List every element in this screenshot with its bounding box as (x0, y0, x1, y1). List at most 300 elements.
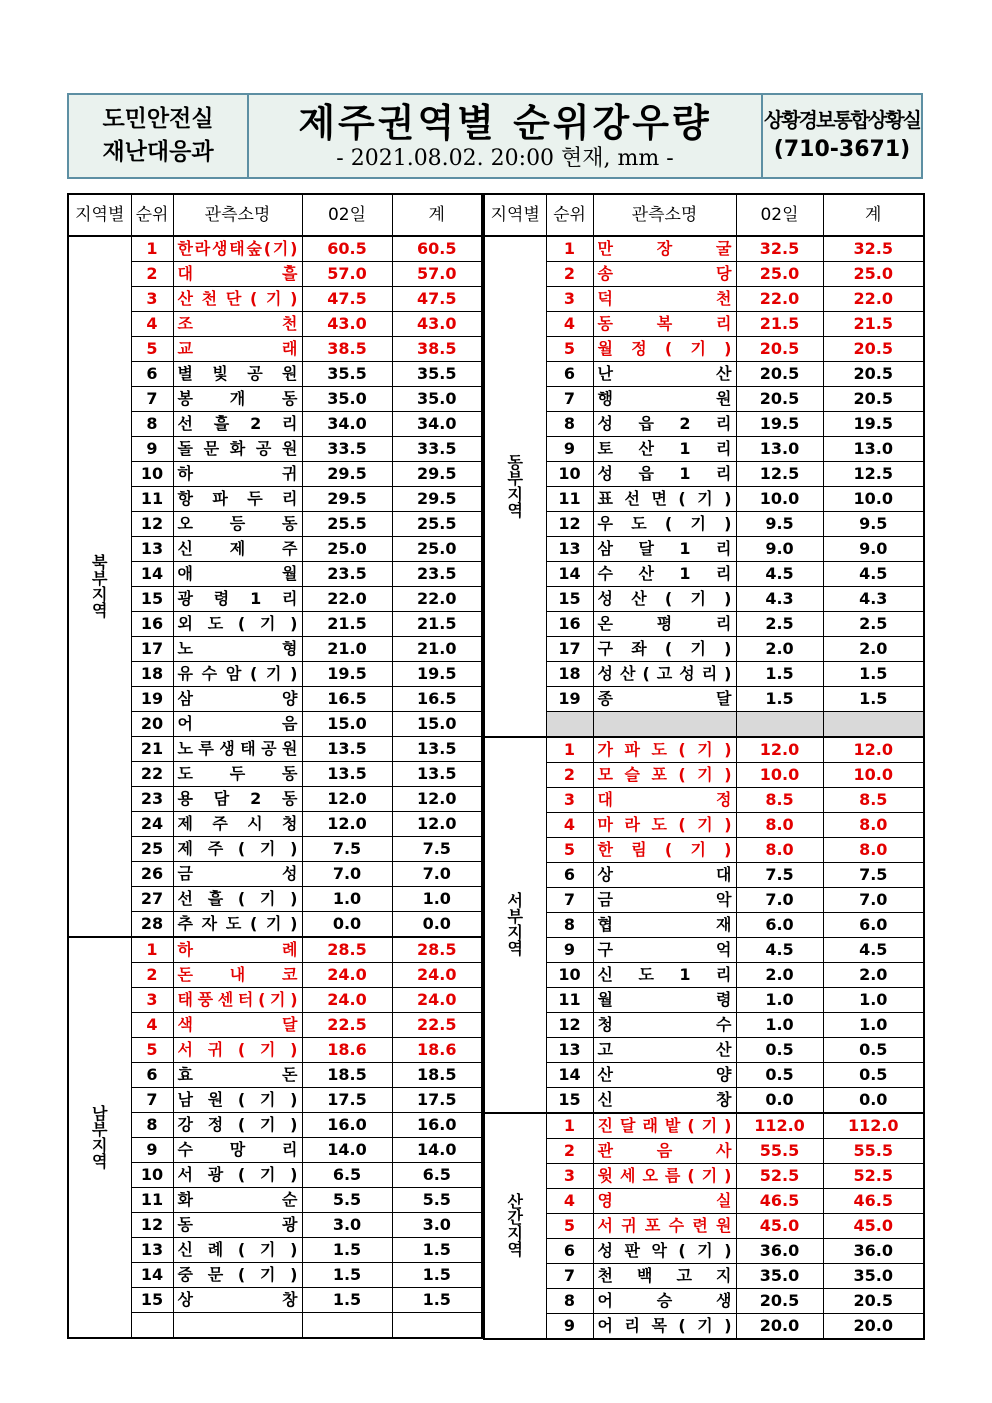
rank-cell: 20 (131, 712, 173, 737)
station-name-text: 성 판 악 ( 기 ) (597, 1241, 732, 1260)
table-row (68, 387, 482, 412)
day-rainfall-cell: 45.0 (736, 1214, 823, 1239)
station-name-text: 교 래 (177, 339, 298, 358)
table-row (68, 562, 482, 587)
station-name-cell (593, 412, 736, 437)
day-rainfall-cell: 13.0 (736, 437, 823, 462)
region-label: 서 부 지 역 (484, 737, 546, 1113)
table-row (484, 988, 924, 1013)
rank-cell: 14 (546, 1063, 593, 1088)
total-rainfall-cell: 1.5 (823, 687, 924, 712)
station-name-text: 봉 개 동 (177, 389, 298, 408)
day-rainfall-cell: 32.5 (736, 236, 823, 262)
station-name-cell (173, 662, 302, 687)
station-name-cell (173, 387, 302, 412)
total-rainfall-cell: 0.0 (392, 912, 482, 938)
station-name-text: 선 흘 2 리 (177, 414, 298, 433)
station-name-text: 표 선 면 ( 기 ) (597, 489, 732, 508)
rank-cell: 19 (546, 687, 593, 712)
col-header-station: 관측소명 (173, 194, 302, 236)
table-row (68, 963, 482, 988)
table-row (68, 1113, 482, 1138)
station-name-text: 금 악 (597, 890, 732, 909)
station-name-text: 신 제 주 (177, 539, 298, 558)
rank-cell: 15 (131, 1288, 173, 1313)
day-rainfall-cell: 2.0 (736, 963, 823, 988)
rank-cell: 16 (546, 612, 593, 637)
station-name-cell (593, 262, 736, 287)
table-row (68, 912, 482, 938)
day-rainfall-cell: 34.0 (302, 412, 392, 437)
day-rainfall-cell: 1.0 (302, 887, 392, 912)
station-name-cell (173, 312, 302, 337)
total-rainfall-cell: 0.5 (823, 1038, 924, 1063)
office-phone: (710-3671) (773, 137, 911, 162)
station-name-cell (173, 737, 302, 762)
day-rainfall-cell: 13.5 (302, 762, 392, 787)
total-rainfall-cell: 7.5 (823, 863, 924, 888)
rank-cell: 12 (131, 1213, 173, 1238)
total-rainfall-cell: 12.0 (392, 812, 482, 837)
table-row (68, 262, 482, 287)
station-name-text: 송 당 (597, 264, 732, 283)
table-row (484, 938, 924, 963)
day-rainfall-cell: 1.5 (736, 687, 823, 712)
rank-cell: 1 (546, 737, 593, 763)
table-row (484, 1113, 924, 1139)
station-name-text: 성 산 ( 기 ) (597, 589, 732, 608)
day-rainfall-cell: 12.0 (736, 737, 823, 763)
day-rainfall-cell: 1.5 (302, 1263, 392, 1288)
station-name-cell (173, 963, 302, 988)
rank-cell: 15 (131, 587, 173, 612)
day-rainfall-cell: 20.5 (736, 1289, 823, 1314)
region-label: 남 부 지 역 (68, 937, 131, 1338)
day-rainfall-cell: 0.0 (302, 912, 392, 938)
station-name-cell (173, 1188, 302, 1213)
station-name-text: 화 순 (177, 1190, 298, 1209)
total-rainfall-cell: 33.5 (392, 437, 482, 462)
table-row (484, 1139, 924, 1164)
total-rainfall-cell (823, 712, 924, 738)
station-name-cell (593, 1139, 736, 1164)
table-row (68, 1213, 482, 1238)
table-row (68, 462, 482, 487)
station-name-text: 하 귀 (177, 464, 298, 483)
total-rainfall-cell: 32.5 (823, 236, 924, 262)
rank-cell (131, 1313, 173, 1339)
table-row (484, 963, 924, 988)
station-name-cell (593, 1063, 736, 1088)
rank-cell: 14 (546, 562, 593, 587)
rank-cell: 24 (131, 812, 173, 837)
station-name-text: 강 정 ( 기 ) (177, 1115, 298, 1134)
day-rainfall-cell: 4.5 (736, 938, 823, 963)
day-rainfall-cell: 0.5 (736, 1038, 823, 1063)
day-rainfall-cell: 10.0 (736, 487, 823, 512)
col-header-total: 계 (823, 194, 924, 236)
rank-cell: 11 (546, 487, 593, 512)
station-name-cell (173, 1263, 302, 1288)
table-row (68, 662, 482, 687)
station-name-text: 우 도 ( 기 ) (597, 514, 732, 533)
total-rainfall-cell: 7.0 (392, 862, 482, 887)
day-rainfall-cell: 7.5 (302, 837, 392, 862)
total-rainfall-cell: 43.0 (392, 312, 482, 337)
department-line2: 재난대응과 (102, 139, 214, 165)
table-body (484, 236, 924, 1339)
total-rainfall-cell: 4.5 (823, 562, 924, 587)
total-rainfall-cell: 0.5 (823, 1063, 924, 1088)
station-name-text: 삼 양 (177, 689, 298, 708)
total-rainfall-cell: 2.0 (823, 963, 924, 988)
table-row (68, 587, 482, 612)
station-name-text: 월 령 (597, 990, 732, 1009)
rank-cell: 6 (546, 1239, 593, 1264)
day-rainfall-cell: 4.5 (736, 562, 823, 587)
total-rainfall-cell: 25.0 (392, 537, 482, 562)
rank-cell: 7 (546, 1264, 593, 1289)
rank-cell: 1 (546, 236, 593, 262)
station-name-cell (173, 1163, 302, 1188)
day-rainfall-cell: 22.5 (302, 1013, 392, 1038)
table-row (68, 437, 482, 462)
station-name-text: 용 담 2 동 (177, 789, 298, 808)
table-row (484, 763, 924, 788)
day-rainfall-cell: 55.5 (736, 1139, 823, 1164)
total-rainfall-cell: 6.0 (823, 913, 924, 938)
station-name-cell (593, 537, 736, 562)
rank-cell: 22 (131, 762, 173, 787)
station-name-text: 상 대 (597, 865, 732, 884)
rank-cell: 9 (546, 437, 593, 462)
table-row (484, 512, 924, 537)
total-rainfall-cell: 22.0 (392, 587, 482, 612)
table-row (484, 913, 924, 938)
rank-cell: 14 (131, 1263, 173, 1288)
day-rainfall-cell: 20.5 (736, 387, 823, 412)
table-row (68, 1263, 482, 1288)
table-row (484, 1088, 924, 1114)
department-line1: 도민안전실 (102, 106, 214, 132)
rank-cell: 12 (131, 512, 173, 537)
col-header-total: 계 (392, 194, 482, 236)
rank-cell: 3 (546, 287, 593, 312)
station-name-cell (173, 862, 302, 887)
total-rainfall-cell: 60.5 (392, 236, 482, 262)
day-rainfall-cell: 35.0 (302, 387, 392, 412)
day-rainfall-cell: 14.0 (302, 1138, 392, 1163)
day-rainfall-cell: 47.5 (302, 287, 392, 312)
total-rainfall-cell: 17.5 (392, 1088, 482, 1113)
table-row (68, 737, 482, 762)
day-rainfall-cell: 20.0 (736, 1314, 823, 1340)
table-row (484, 1289, 924, 1314)
station-name-cell (173, 637, 302, 662)
station-name-text: 모 슬 포 ( 기 ) (597, 765, 732, 784)
col-header-day: 02일 (302, 194, 392, 236)
office-name: 상황경보통합상황실 (764, 108, 920, 132)
total-rainfall-cell: 9.5 (823, 512, 924, 537)
table-row (484, 362, 924, 387)
station-name-cell (593, 562, 736, 587)
station-name-text: 추 자 도 ( 기 ) (177, 914, 298, 933)
table-row (68, 1138, 482, 1163)
day-rainfall-cell (736, 712, 823, 738)
total-rainfall-cell: 38.5 (392, 337, 482, 362)
station-name-text: 구 좌 ( 기 ) (597, 639, 732, 658)
station-name-text: 온 평 리 (597, 614, 732, 633)
rank-cell: 4 (546, 1189, 593, 1214)
total-rainfall-cell: 1.5 (392, 1238, 482, 1263)
day-rainfall-cell: 35.5 (302, 362, 392, 387)
station-name-text: 노 형 (177, 639, 298, 658)
station-name-text: 돌 문 화 공 원 (177, 439, 298, 458)
station-name-text: 성 읍 2 리 (597, 414, 732, 433)
station-name-text: 서 광 ( 기 ) (177, 1165, 298, 1184)
table-row (68, 287, 482, 312)
table-row (68, 937, 482, 963)
total-rainfall-cell: 18.5 (392, 1063, 482, 1088)
total-rainfall-cell: 35.0 (823, 1264, 924, 1289)
rank-cell: 13 (131, 537, 173, 562)
rank-cell: 5 (546, 337, 593, 362)
rank-cell: 3 (546, 788, 593, 813)
rank-cell: 17 (546, 637, 593, 662)
day-rainfall-cell (302, 1313, 392, 1339)
station-name-cell (593, 487, 736, 512)
day-rainfall-cell: 29.5 (302, 487, 392, 512)
station-name-text: 유 수 암 ( 기 ) (177, 664, 298, 683)
rainfall-table-right (483, 193, 925, 1340)
station-name-text: 한 림 ( 기 ) (597, 840, 732, 859)
rank-cell: 10 (546, 963, 593, 988)
rank-cell: 10 (131, 1163, 173, 1188)
station-name-cell (173, 1088, 302, 1113)
station-name-cell (173, 1063, 302, 1088)
station-name-text: 수 망 리 (177, 1140, 298, 1159)
rank-cell: 1 (131, 236, 173, 262)
rank-cell: 5 (131, 337, 173, 362)
day-rainfall-cell: 1.5 (302, 1288, 392, 1313)
day-rainfall-cell: 16.0 (302, 1113, 392, 1138)
total-rainfall-cell: 34.0 (392, 412, 482, 437)
day-rainfall-cell: 112.0 (736, 1113, 823, 1139)
day-rainfall-cell: 25.5 (302, 512, 392, 537)
rank-cell: 1 (546, 1113, 593, 1139)
rank-cell: 13 (546, 537, 593, 562)
day-rainfall-cell: 36.0 (736, 1239, 823, 1264)
station-name-cell (173, 1038, 302, 1063)
rank-cell: 1 (131, 937, 173, 963)
total-rainfall-cell: 19.5 (392, 662, 482, 687)
station-name-text: 효 돈 (177, 1065, 298, 1084)
station-name-text: 외 도 ( 기 ) (177, 614, 298, 633)
rank-cell: 2 (131, 262, 173, 287)
station-name-cell (593, 963, 736, 988)
table-row (484, 737, 924, 763)
table-row (484, 562, 924, 587)
table-row (68, 412, 482, 437)
total-rainfall-cell: 21.5 (392, 612, 482, 637)
station-name-cell (593, 913, 736, 938)
station-name-text: 광 령 1 리 (177, 589, 298, 608)
total-rainfall-cell: 12.5 (823, 462, 924, 487)
total-rainfall-cell: 2.5 (823, 612, 924, 637)
report-header (67, 93, 923, 179)
station-name-text: 서 귀 ( 기 ) (177, 1040, 298, 1059)
rank-cell: 8 (546, 412, 593, 437)
rank-cell: 4 (546, 312, 593, 337)
rank-cell: 13 (546, 1038, 593, 1063)
col-header-day: 02일 (736, 194, 823, 236)
station-name-cell (593, 662, 736, 687)
station-name-cell (593, 687, 736, 712)
day-rainfall-cell: 35.0 (736, 1264, 823, 1289)
day-rainfall-cell: 8.0 (736, 813, 823, 838)
station-name-cell (173, 1288, 302, 1313)
station-name-cell (593, 236, 736, 262)
total-rainfall-cell: 5.5 (392, 1188, 482, 1213)
total-rainfall-cell: 46.5 (823, 1189, 924, 1214)
station-name-cell (593, 362, 736, 387)
day-rainfall-cell: 8.0 (736, 838, 823, 863)
table-row (484, 612, 924, 637)
station-name-cell (173, 837, 302, 862)
day-rainfall-cell: 13.5 (302, 737, 392, 762)
rank-cell: 6 (131, 362, 173, 387)
table-row (68, 887, 482, 912)
total-rainfall-cell: 22.0 (823, 287, 924, 312)
table-row (484, 687, 924, 712)
day-rainfall-cell: 21.5 (302, 612, 392, 637)
station-name-cell (593, 337, 736, 362)
total-rainfall-cell: 8.0 (823, 813, 924, 838)
day-rainfall-cell: 46.5 (736, 1189, 823, 1214)
station-name-cell (173, 587, 302, 612)
total-rainfall-cell: 1.0 (823, 988, 924, 1013)
day-rainfall-cell: 18.5 (302, 1063, 392, 1088)
table-row (68, 612, 482, 637)
rank-cell: 25 (131, 837, 173, 862)
total-rainfall-cell: 55.5 (823, 1139, 924, 1164)
station-name-text: 한 라 생 태 숲 ( 기 ) (177, 239, 298, 258)
total-rainfall-cell: 8.5 (823, 788, 924, 813)
day-rainfall-cell: 21.5 (736, 312, 823, 337)
station-name-text: 성 읍 1 리 (597, 464, 732, 483)
station-name-cell (173, 812, 302, 837)
day-rainfall-cell: 43.0 (302, 312, 392, 337)
day-rainfall-cell: 6.5 (302, 1163, 392, 1188)
station-name-cell (593, 838, 736, 863)
total-rainfall-cell: 10.0 (823, 487, 924, 512)
station-name-text: 노 루 생 태 공 원 (177, 739, 298, 758)
station-name-text: 금 성 (177, 864, 298, 883)
day-rainfall-cell: 4.3 (736, 587, 823, 612)
table-row (484, 462, 924, 487)
table-row (484, 537, 924, 562)
table-row (484, 262, 924, 287)
station-name-cell (173, 337, 302, 362)
table-row (484, 1239, 924, 1264)
total-rainfall-cell: 20.5 (823, 1289, 924, 1314)
table-row (484, 337, 924, 362)
station-name-cell (593, 988, 736, 1013)
station-name-cell (173, 937, 302, 963)
rank-cell: 11 (131, 487, 173, 512)
station-name-cell (593, 637, 736, 662)
rank-cell: 4 (131, 312, 173, 337)
day-rainfall-cell: 25.0 (736, 262, 823, 287)
day-rainfall-cell: 29.5 (302, 462, 392, 487)
station-name-text: 남 원 ( 기 ) (177, 1090, 298, 1109)
station-name-text: 어 음 (177, 714, 298, 733)
rank-cell: 8 (546, 1289, 593, 1314)
station-name-text: 항 파 두 리 (177, 489, 298, 508)
table-row (68, 487, 482, 512)
table-row (68, 1063, 482, 1088)
table-row (68, 862, 482, 887)
station-name-cell (593, 1189, 736, 1214)
rank-cell: 13 (131, 1238, 173, 1263)
day-rainfall-cell: 8.5 (736, 788, 823, 813)
table-row (68, 762, 482, 787)
station-name-cell (593, 512, 736, 537)
day-rainfall-cell: 7.0 (736, 888, 823, 913)
day-rainfall-cell: 17.5 (302, 1088, 392, 1113)
rank-cell: 3 (131, 988, 173, 1013)
rank-cell: 2 (546, 763, 593, 788)
station-name-text: 산 양 (597, 1065, 732, 1084)
day-rainfall-cell: 1.0 (736, 1013, 823, 1038)
table-row (484, 1189, 924, 1214)
table-row (68, 537, 482, 562)
rank-cell: 7 (131, 1088, 173, 1113)
total-rainfall-cell: 13.5 (392, 737, 482, 762)
station-name-cell (593, 788, 736, 813)
rank-cell: 9 (131, 437, 173, 462)
station-name-text: 어 승 생 (597, 1291, 732, 1310)
total-rainfall-cell: 57.0 (392, 262, 482, 287)
station-name-cell (173, 787, 302, 812)
rank-cell: 18 (546, 662, 593, 687)
total-rainfall-cell: 23.5 (392, 562, 482, 587)
total-rainfall-cell: 6.5 (392, 1163, 482, 1188)
rank-cell: 7 (546, 387, 593, 412)
rank-cell: 6 (131, 1063, 173, 1088)
station-name-cell (593, 1264, 736, 1289)
day-rainfall-cell: 0.5 (736, 1063, 823, 1088)
day-rainfall-cell: 16.5 (302, 687, 392, 712)
total-rainfall-cell: 9.0 (823, 537, 924, 562)
day-rainfall-cell: 20.5 (736, 362, 823, 387)
day-rainfall-cell: 7.5 (736, 863, 823, 888)
table-row (484, 1214, 924, 1239)
total-rainfall-cell: 29.5 (392, 487, 482, 512)
total-rainfall-cell: 112.0 (823, 1113, 924, 1139)
day-rainfall-cell: 2.0 (736, 637, 823, 662)
total-rainfall-cell: 8.0 (823, 838, 924, 863)
table-row (484, 662, 924, 687)
day-rainfall-cell: 6.0 (736, 913, 823, 938)
station-name-text: 덕 천 (597, 289, 732, 308)
day-rainfall-cell: 20.5 (736, 337, 823, 362)
total-rainfall-cell: 35.0 (392, 387, 482, 412)
station-name-cell (173, 912, 302, 938)
station-name-cell (173, 437, 302, 462)
rank-cell: 2 (546, 262, 593, 287)
table-row (484, 387, 924, 412)
